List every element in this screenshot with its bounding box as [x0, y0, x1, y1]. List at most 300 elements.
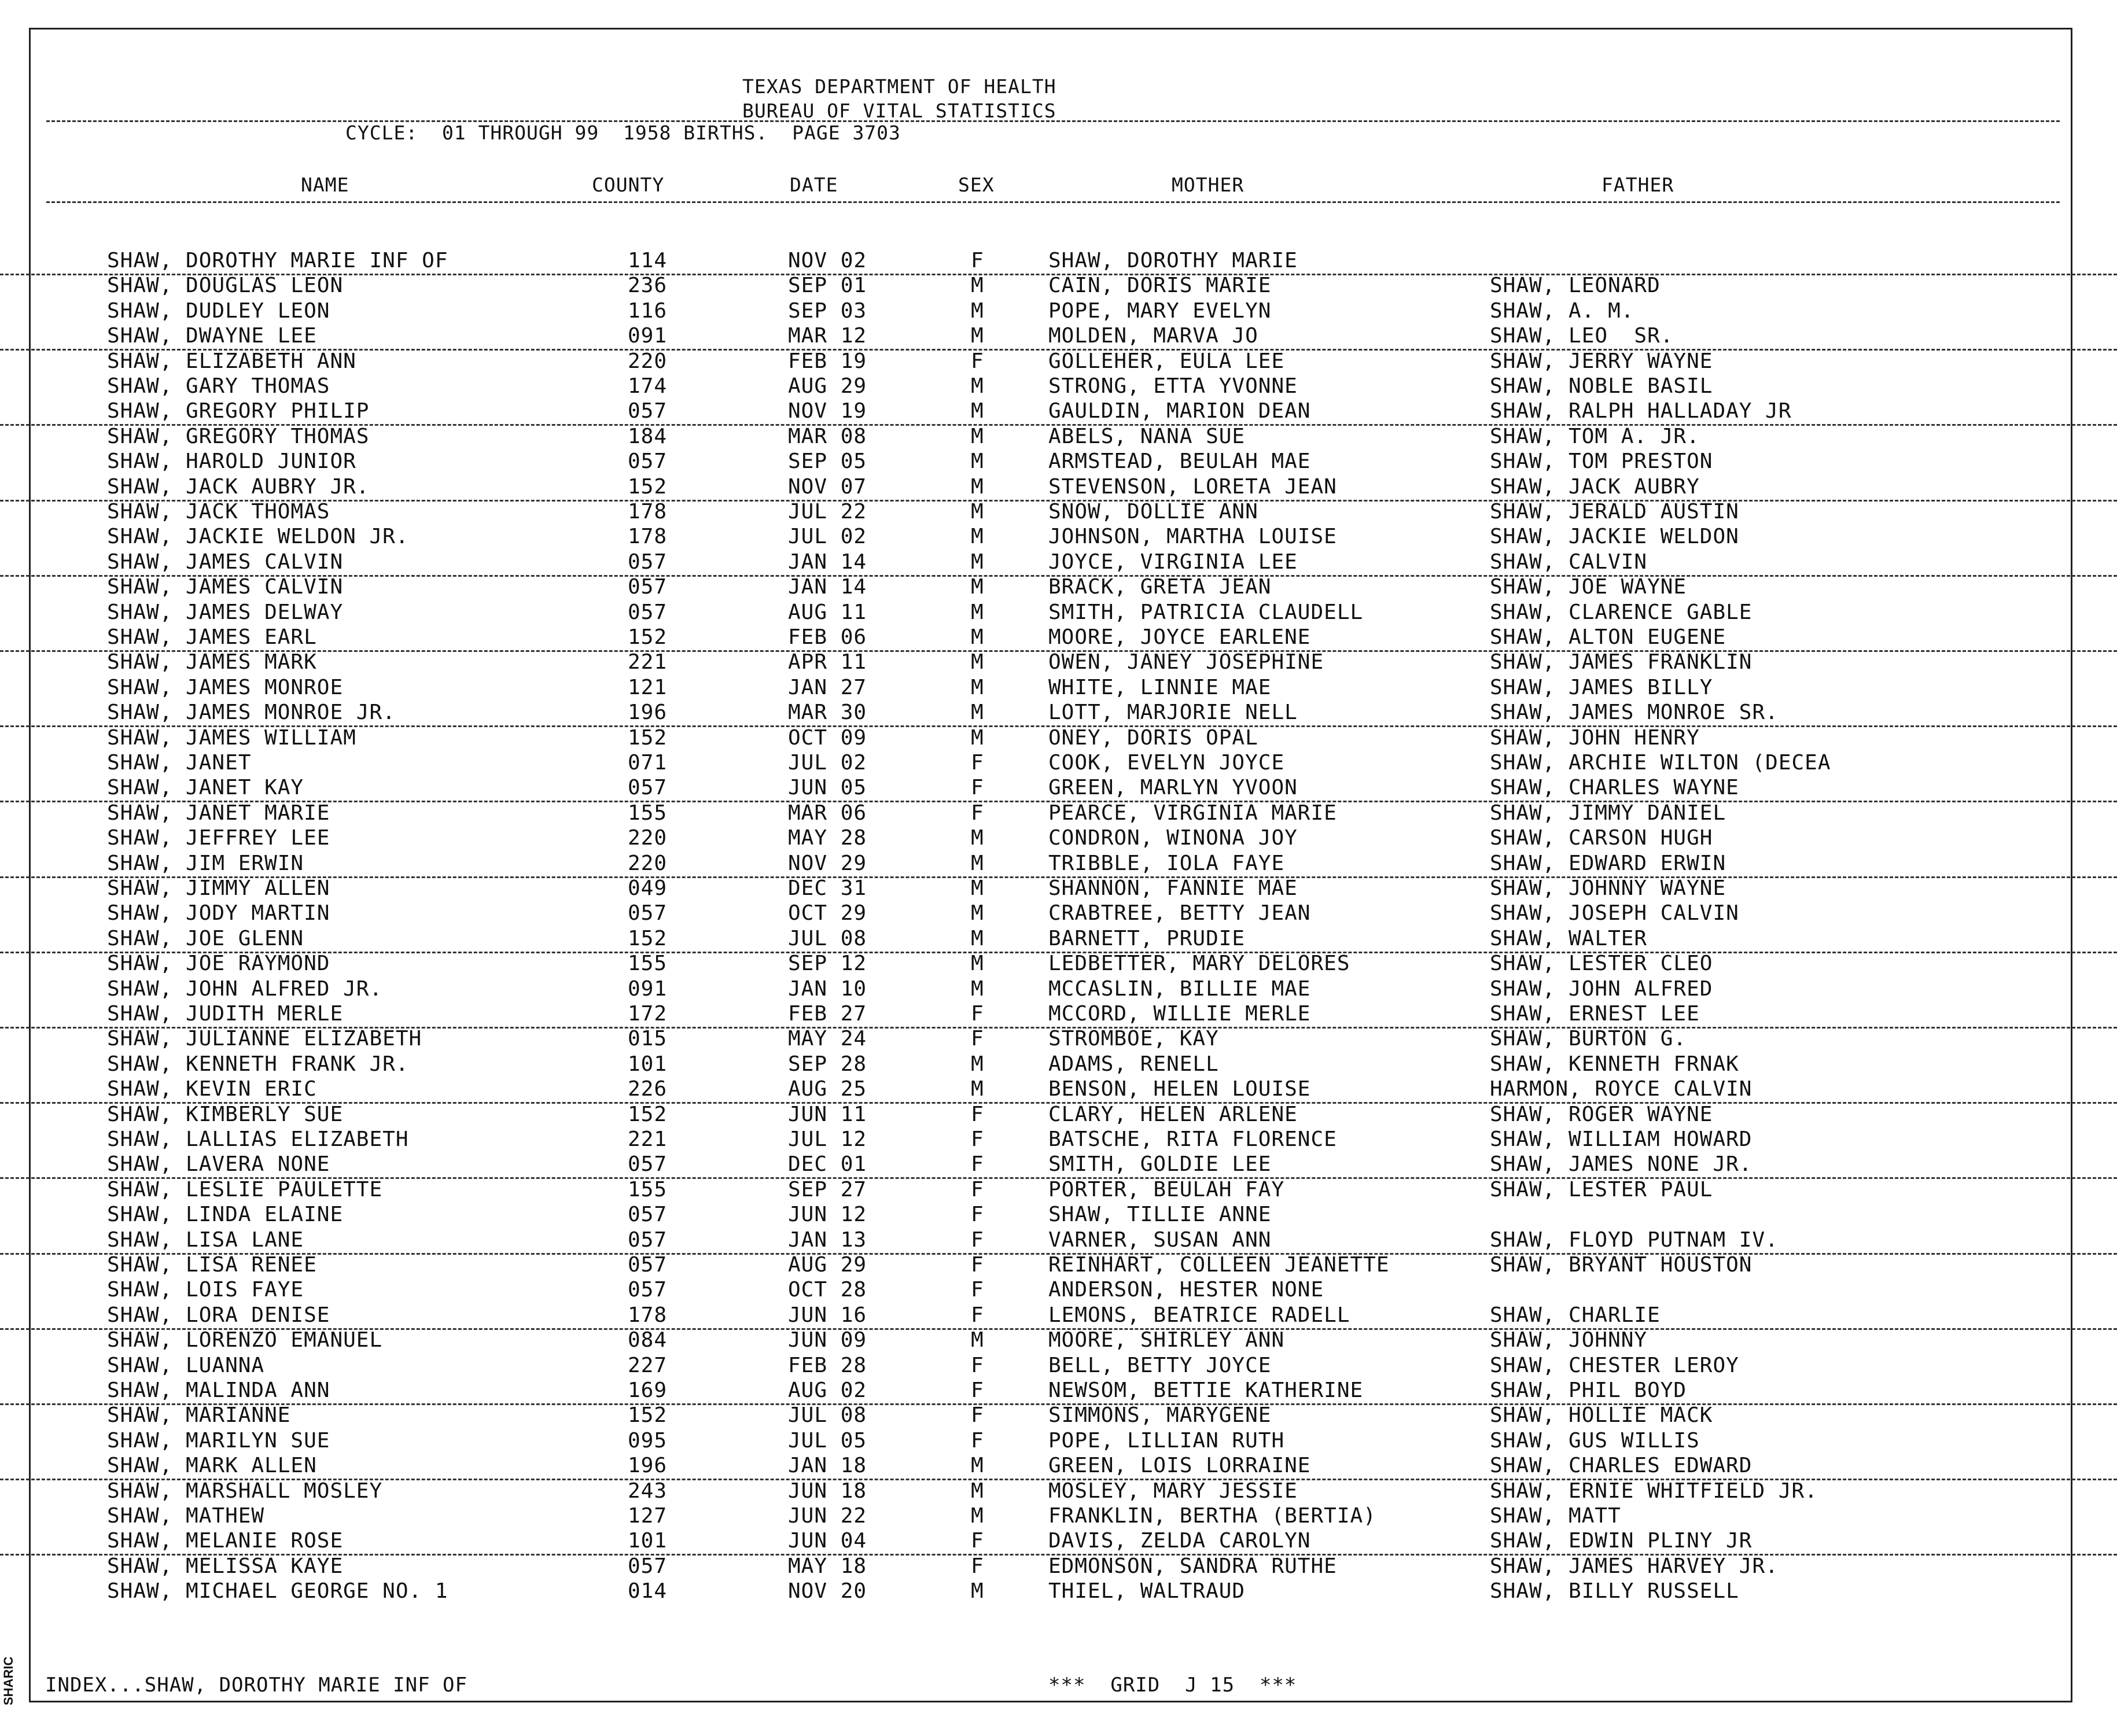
record-mother: LEMONS, BEATRICE RADELL — [1048, 1303, 1350, 1327]
record-name: SHAW, JAMES CALVIN — [107, 550, 344, 574]
record-date: MAY 28 — [788, 826, 867, 850]
record-county: 101 — [628, 1052, 668, 1076]
record-name: SHAW, JACKIE WELDON JR. — [107, 525, 409, 548]
record-mother: LOTT, MARJORIE NELL — [1048, 701, 1298, 724]
record-mother: PEARCE, VIRGINIA MARIE — [1048, 801, 1337, 825]
record-father: SHAW, CALVIN — [1490, 550, 1648, 574]
record-name: SHAW, ELIZABETH ANN — [107, 349, 356, 373]
record-father: SHAW, JOHNNY WAYNE — [1490, 876, 1726, 900]
record-name: SHAW, JANET KAY — [107, 776, 304, 799]
record-date: JUN 04 — [788, 1529, 867, 1553]
record-county: 178 — [628, 525, 668, 548]
record-date: FEB 27 — [788, 1002, 867, 1026]
record-name: SHAW, DUDLEY LEON — [107, 299, 330, 323]
record-date: FEB 19 — [788, 349, 867, 373]
record-row — [0, 374, 2117, 399]
record-sex: M — [971, 550, 984, 574]
record-sex: M — [971, 876, 984, 900]
record-name: SHAW, LALLIAS ELIZABETH — [107, 1127, 409, 1151]
record-name: SHAW, LESLIE PAULETTE — [107, 1178, 383, 1201]
record-row — [0, 1253, 2117, 1278]
record-name: SHAW, DWAYNE LEE — [107, 324, 317, 348]
record-sex: M — [971, 324, 984, 348]
record-sex: F — [971, 751, 984, 775]
record-father: SHAW, PHIL BOYD — [1490, 1379, 1687, 1402]
record-name: SHAW, MICHAEL GEORGE NO. 1 — [107, 1579, 448, 1603]
record-county: 220 — [628, 349, 668, 373]
record-name: SHAW, LISA LANE — [107, 1228, 304, 1252]
record-father: SHAW, JIMMY DANIEL — [1490, 801, 1726, 825]
footer-index: INDEX...SHAW, DOROTHY MARIE INF OF — [45, 1674, 467, 1697]
record-row — [0, 600, 2117, 625]
record-name: SHAW, MARSHALL MOSLEY — [107, 1479, 383, 1503]
record-father: SHAW, CHARLES EDWARD — [1490, 1454, 1752, 1477]
record-father: SHAW, JOHN HENRY — [1490, 726, 1700, 750]
record-father: SHAW, CHARLES WAYNE — [1490, 776, 1739, 799]
record-row — [0, 801, 2117, 826]
record-sex: M — [971, 625, 984, 649]
record-sex: M — [971, 1579, 984, 1603]
record-date: JUN 16 — [788, 1303, 867, 1327]
record-father: SHAW, JAMES MONROE SR. — [1490, 701, 1779, 724]
record-name: SHAW, LORA DENISE — [107, 1303, 330, 1327]
record-mother: GOLLEHER, EULA LEE — [1048, 349, 1285, 373]
record-mother: WHITE, LINNIE MAE — [1048, 676, 1272, 699]
record-date: JUN 12 — [788, 1203, 867, 1226]
record-date: JUN 09 — [788, 1328, 867, 1352]
record-sex: F — [971, 1103, 984, 1126]
record-mother: MOLDEN, MARVA JO — [1048, 324, 1258, 348]
record-sex: M — [971, 1328, 984, 1352]
record-father: SHAW, TOM PRESTON — [1490, 449, 1713, 473]
record-row — [0, 1077, 2117, 1104]
record-name: SHAW, JOE GLENN — [107, 927, 304, 950]
record-mother: VARNER, SUSAN ANN — [1048, 1228, 1272, 1252]
record-row — [0, 475, 2117, 502]
record-row — [0, 826, 2117, 851]
record-county: 174 — [628, 374, 668, 398]
record-county: 220 — [628, 826, 668, 850]
record-county: 196 — [628, 1454, 668, 1477]
header-line-3: CYCLE: 01 THROUGH 99 1958 BIRTHS. PAGE 3703 — [345, 121, 901, 144]
record-father: SHAW, ARCHIE WILTON (DECEA — [1490, 751, 1831, 775]
record-mother: TRIBBLE, IOLA FAYE — [1048, 852, 1285, 875]
record-date: JUL 02 — [788, 751, 867, 775]
record-name: SHAW, DOROTHY MARIE INF OF — [107, 249, 448, 272]
record-row — [0, 1127, 2117, 1152]
record-sex: F — [971, 1554, 984, 1578]
record-row — [0, 625, 2117, 652]
record-sex: F — [971, 1203, 984, 1226]
record-date: AUG 25 — [788, 1077, 867, 1101]
record-name: SHAW, LUANNA — [107, 1354, 265, 1377]
record-name: SHAW, MARK ALLEN — [107, 1454, 317, 1477]
record-mother: POPE, LILLIAN RUTH — [1048, 1429, 1285, 1453]
record-row — [0, 977, 2117, 1002]
record-father: SHAW, ALTON EUGENE — [1490, 625, 1726, 649]
record-name: SHAW, JAMES EARL — [107, 625, 317, 649]
record-mother: STROMBOE, KAY — [1048, 1027, 1219, 1051]
record-county: 057 — [628, 1203, 668, 1226]
record-father: SHAW, BRYANT HOUSTON — [1490, 1253, 1752, 1277]
record-mother: ONEY, DORIS OPAL — [1048, 726, 1258, 750]
record-sex: F — [971, 1354, 984, 1377]
record-date: MAR 30 — [788, 701, 867, 724]
record-sex: M — [971, 299, 984, 323]
record-row — [0, 726, 2117, 751]
record-date: JUN 11 — [788, 1103, 867, 1126]
record-mother: ADAMS, RENELL — [1048, 1052, 1219, 1076]
record-name: SHAW, JAMES MARK — [107, 650, 317, 674]
record-row — [0, 274, 2117, 298]
record-sex: M — [971, 676, 984, 699]
record-sex: F — [971, 1253, 984, 1277]
record-sex: F — [971, 1403, 984, 1427]
record-date: JUN 22 — [788, 1504, 867, 1528]
record-father: SHAW, WALTER — [1490, 927, 1648, 950]
record-date: DEC 01 — [788, 1152, 867, 1176]
record-county: 196 — [628, 701, 668, 724]
record-row — [0, 550, 2117, 577]
record-county: 178 — [628, 1303, 668, 1327]
record-mother: MCCASLIN, BILLIE MAE — [1048, 977, 1311, 1001]
record-row — [0, 876, 2117, 901]
record-county: 152 — [628, 1103, 668, 1126]
record-sex: F — [971, 349, 984, 373]
record-date: OCT 29 — [788, 901, 867, 925]
record-sex: M — [971, 374, 984, 398]
record-sex: F — [971, 1152, 984, 1176]
record-name: SHAW, LAVERA NONE — [107, 1152, 330, 1176]
record-mother: EDMONSON, SANDRA RUTHE — [1048, 1554, 1337, 1578]
record-date: JAN 10 — [788, 977, 867, 1001]
record-row — [0, 1303, 2117, 1330]
record-row — [0, 751, 2117, 776]
record-date: JUL 02 — [788, 525, 867, 548]
record-mother: SHAW, TILLIE ANNE — [1048, 1203, 1272, 1226]
record-mother: SMITH, PATRICIA CLAUDELL — [1048, 600, 1364, 624]
record-mother: ABELS, NANA SUE — [1048, 425, 1246, 448]
record-row — [0, 701, 2117, 727]
record-county: 178 — [628, 500, 668, 524]
column-header-divider — [46, 201, 2060, 203]
record-county: 101 — [628, 1529, 668, 1553]
record-name: SHAW, GARY THOMAS — [107, 374, 330, 398]
record-row — [0, 449, 2117, 474]
record-name: SHAW, JUDITH MERLE — [107, 1002, 344, 1026]
record-father: SHAW, A. M. — [1490, 299, 1634, 323]
record-name: SHAW, MARIANNE — [107, 1403, 291, 1427]
record-name: SHAW, JANET MARIE — [107, 801, 330, 825]
record-father: SHAW, HOLLIE MACK — [1490, 1403, 1713, 1427]
record-county: 084 — [628, 1328, 668, 1352]
record-name: SHAW, KIMBERLY SUE — [107, 1103, 344, 1126]
record-county: 152 — [628, 625, 668, 649]
column-header-father: FATHER — [1601, 174, 1674, 196]
record-date: SEP 27 — [788, 1178, 867, 1201]
record-father: SHAW, FLOYD PUTNAM IV. — [1490, 1228, 1779, 1252]
footer-grid: *** GRID J 15 *** — [1048, 1674, 1297, 1697]
record-row — [0, 650, 2117, 675]
record-name: SHAW, JAMES WILLIAM — [107, 726, 356, 750]
record-row — [0, 901, 2117, 926]
record-mother: JOHNSON, MARTHA LOUISE — [1048, 525, 1337, 548]
record-mother: BARNETT, PRUDIE — [1048, 927, 1246, 950]
record-row — [0, 575, 2117, 600]
header-line-1: TEXAS DEPARTMENT OF HEALTH — [742, 75, 1056, 98]
record-father: SHAW, MATT — [1490, 1504, 1621, 1528]
record-mother: CAIN, DORIS MARIE — [1048, 274, 1272, 297]
record-row — [0, 299, 2117, 324]
record-mother: SNOW, DOLLIE ANN — [1048, 500, 1258, 524]
column-header-mother: MOTHER — [1172, 174, 1245, 196]
record-sex: M — [971, 977, 984, 1001]
record-county: 014 — [628, 1579, 668, 1603]
record-county: 227 — [628, 1354, 668, 1377]
record-county: 071 — [628, 751, 668, 775]
record-date: JUN 18 — [788, 1479, 867, 1503]
record-county: 243 — [628, 1479, 668, 1503]
record-county: 152 — [628, 726, 668, 750]
record-county: 236 — [628, 274, 668, 297]
record-mother: MCCORD, WILLIE MERLE — [1048, 1002, 1311, 1026]
record-mother: CONDRON, WINONA JOY — [1048, 826, 1298, 850]
record-name: SHAW, MELANIE ROSE — [107, 1529, 344, 1553]
record-mother: SHAW, DOROTHY MARIE — [1048, 249, 1298, 272]
record-name: SHAW, JAMES CALVIN — [107, 575, 344, 599]
record-row — [0, 1002, 2117, 1029]
record-sex: M — [971, 1077, 984, 1101]
record-mother: BENSON, HELEN LOUISE — [1048, 1077, 1311, 1101]
record-mother: PORTER, BEULAH FAY — [1048, 1178, 1285, 1201]
record-father: SHAW, RALPH HALLADAY JR — [1490, 399, 1792, 423]
record-sex: F — [971, 801, 984, 825]
record-name: SHAW, MARILYN SUE — [107, 1429, 330, 1453]
record-county: 015 — [628, 1027, 668, 1051]
record-father: SHAW, LESTER CLEO — [1490, 952, 1713, 975]
record-sex: M — [971, 650, 984, 674]
record-name: SHAW, JEFFREY LEE — [107, 826, 330, 850]
record-name: SHAW, MATHEW — [107, 1504, 265, 1528]
record-county: 155 — [628, 801, 668, 825]
record-date: MAY 24 — [788, 1027, 867, 1051]
record-mother: POPE, MARY EVELYN — [1048, 299, 1272, 323]
record-sex: M — [971, 1479, 984, 1503]
record-father: SHAW, ERNEST LEE — [1490, 1002, 1700, 1026]
record-sex: M — [971, 425, 984, 448]
record-date: FEB 06 — [788, 625, 867, 649]
record-father: SHAW, JOHNNY — [1490, 1328, 1648, 1352]
record-county: 152 — [628, 475, 668, 499]
record-county: 095 — [628, 1429, 668, 1453]
record-sex: F — [971, 1178, 984, 1201]
record-mother: MOORE, JOYCE EARLENE — [1048, 625, 1311, 649]
record-mother: JOYCE, VIRGINIA LEE — [1048, 550, 1298, 574]
record-date: SEP 03 — [788, 299, 867, 323]
record-date: JUL 12 — [788, 1127, 867, 1151]
record-date: SEP 05 — [788, 449, 867, 473]
record-date: SEP 28 — [788, 1052, 867, 1076]
record-date: NOV 20 — [788, 1579, 867, 1603]
record-date: JUN 05 — [788, 776, 867, 799]
record-county: 169 — [628, 1379, 668, 1402]
record-name: SHAW, JACK AUBRY JR. — [107, 475, 370, 499]
record-mother: MOSLEY, MARY JESSIE — [1048, 1479, 1298, 1503]
record-sex: M — [971, 826, 984, 850]
record-date: AUG 02 — [788, 1379, 867, 1402]
record-sex: M — [971, 852, 984, 875]
record-father: SHAW, JAMES HARVEY JR. — [1490, 1554, 1779, 1578]
record-row — [0, 324, 2117, 351]
record-name: SHAW, MALINDA ANN — [107, 1379, 330, 1402]
record-name: SHAW, JULIANNE ELIZABETH — [107, 1027, 422, 1051]
record-name: SHAW, HAROLD JUNIOR — [107, 449, 356, 473]
record-mother: STEVENSON, LORETA JEAN — [1048, 475, 1337, 499]
record-father: SHAW, ROGER WAYNE — [1490, 1103, 1713, 1126]
record-name: SHAW, GREGORY THOMAS — [107, 425, 370, 448]
record-mother: CLARY, HELEN ARLENE — [1048, 1103, 1298, 1126]
record-row — [0, 500, 2117, 525]
record-mother: COOK, EVELYN JOYCE — [1048, 751, 1285, 775]
record-county: 221 — [628, 1127, 668, 1151]
record-father: SHAW, LEO SR. — [1490, 324, 1674, 348]
record-county: 221 — [628, 650, 668, 674]
record-sex: M — [971, 274, 984, 297]
record-sex: M — [971, 701, 984, 724]
record-father: HARMON, ROYCE CALVIN — [1490, 1077, 1752, 1101]
record-father: SHAW, JAMES FRANKLIN — [1490, 650, 1752, 674]
record-name: SHAW, LOIS FAYE — [107, 1278, 304, 1302]
record-name: SHAW, JIM ERWIN — [107, 852, 304, 875]
record-sex: F — [971, 1127, 984, 1151]
record-date: JUL 08 — [788, 1403, 867, 1427]
record-date: MAR 08 — [788, 425, 867, 448]
record-father: SHAW, TOM A. JR. — [1490, 425, 1700, 448]
record-father: SHAW, JACK AUBRY — [1490, 475, 1700, 499]
record-father: SHAW, LEONARD — [1490, 274, 1661, 297]
record-name: SHAW, JAMES DELWAY — [107, 600, 344, 624]
record-row — [0, 927, 2117, 953]
record-row — [0, 776, 2117, 802]
record-date: OCT 09 — [788, 726, 867, 750]
record-row — [0, 1228, 2117, 1255]
record-mother: ARMSTEAD, BEULAH MAE — [1048, 449, 1311, 473]
record-row — [0, 1103, 2117, 1127]
record-name: SHAW, LORENZO EMANUEL — [107, 1328, 383, 1352]
record-mother: GAULDIN, MARION DEAN — [1048, 399, 1311, 423]
record-date: MAR 06 — [788, 801, 867, 825]
record-row — [0, 1504, 2117, 1529]
record-county: 220 — [628, 852, 668, 875]
record-name: SHAW, JODY MARTIN — [107, 901, 330, 925]
column-header-date: DATE — [790, 174, 838, 196]
record-date: NOV 07 — [788, 475, 867, 499]
record-name: SHAW, DOUGLAS LEON — [107, 274, 344, 297]
record-row — [0, 1529, 2117, 1556]
record-mother: BELL, BETTY JOYCE — [1048, 1354, 1272, 1377]
record-county: 152 — [628, 1403, 668, 1427]
record-father: SHAW, CHESTER LEROY — [1490, 1354, 1739, 1377]
record-date: SEP 01 — [788, 274, 867, 297]
record-father: SHAW, JAMES BILLY — [1490, 676, 1713, 699]
record-date: JAN 14 — [788, 575, 867, 599]
record-sex: M — [971, 927, 984, 950]
record-row — [0, 676, 2117, 701]
record-mother: GREEN, LOIS LORRAINE — [1048, 1454, 1311, 1477]
record-date: JAN 14 — [788, 550, 867, 574]
record-sex: F — [971, 1529, 984, 1553]
record-county: 057 — [628, 1228, 668, 1252]
record-county: 057 — [628, 1278, 668, 1302]
record-mother: THIEL, WALTRAUD — [1048, 1579, 1246, 1603]
record-father: SHAW, LESTER PAUL — [1490, 1178, 1713, 1201]
record-mother: FRANKLIN, BERTHA (BERTIA) — [1048, 1504, 1376, 1528]
record-county: 155 — [628, 1178, 668, 1201]
record-mother: NEWSOM, BETTIE KATHERINE — [1048, 1379, 1364, 1402]
record-county: 155 — [628, 952, 668, 975]
record-row — [0, 1027, 2117, 1052]
record-mother: LEDBETTER, MARY DELORES — [1048, 952, 1350, 975]
record-name: SHAW, JACK THOMAS — [107, 500, 330, 524]
record-sex: M — [971, 726, 984, 750]
record-row — [0, 399, 2117, 426]
record-row — [0, 525, 2117, 550]
record-father: SHAW, BURTON G. — [1490, 1027, 1687, 1051]
record-sex: F — [971, 249, 984, 272]
record-mother: SMITH, GOLDIE LEE — [1048, 1152, 1272, 1176]
record-father: SHAW, EDWIN PLINY JR — [1490, 1529, 1752, 1553]
record-name: SHAW, KENNETH FRANK JR. — [107, 1052, 409, 1076]
record-sex: M — [971, 475, 984, 499]
record-row — [0, 1178, 2117, 1203]
record-date: DEC 31 — [788, 876, 867, 900]
record-name: SHAW, JAMES MONROE — [107, 676, 344, 699]
record-sex: M — [971, 500, 984, 524]
record-mother: STRONG, ETTA YVONNE — [1048, 374, 1298, 398]
record-county: 049 — [628, 876, 668, 900]
record-father: SHAW, JOHN ALFRED — [1490, 977, 1713, 1001]
record-county: 057 — [628, 776, 668, 799]
record-row — [0, 1354, 2117, 1379]
record-row — [0, 1379, 2117, 1405]
record-row — [0, 349, 2117, 374]
record-county: 152 — [628, 927, 668, 950]
record-county: 127 — [628, 1504, 668, 1528]
record-mother: DAVIS, ZELDA CAROLYN — [1048, 1529, 1311, 1553]
record-father: SHAW, GUS WILLIS — [1490, 1429, 1700, 1453]
record-date: JAN 13 — [788, 1228, 867, 1252]
record-mother: SIMMONS, MARYGENE — [1048, 1403, 1272, 1427]
record-date: FEB 28 — [788, 1354, 867, 1377]
record-date: MAR 12 — [788, 324, 867, 348]
record-name: SHAW, JOHN ALFRED JR. — [107, 977, 383, 1001]
record-date: SEP 12 — [788, 952, 867, 975]
record-row — [0, 1278, 2117, 1303]
record-date: MAY 18 — [788, 1554, 867, 1578]
record-county: 172 — [628, 1002, 668, 1026]
record-name: SHAW, JOE RAYMOND — [107, 952, 330, 975]
record-row — [0, 1454, 2117, 1480]
record-name: SHAW, JIMMY ALLEN — [107, 876, 330, 900]
record-county: 091 — [628, 324, 668, 348]
record-name: SHAW, JANET — [107, 751, 252, 775]
record-name: SHAW, KEVIN ERIC — [107, 1077, 317, 1101]
record-row — [0, 852, 2117, 878]
record-sex: M — [971, 952, 984, 975]
record-date: OCT 28 — [788, 1278, 867, 1302]
record-mother: BRACK, GRETA JEAN — [1048, 575, 1272, 599]
record-row — [0, 1479, 2117, 1504]
